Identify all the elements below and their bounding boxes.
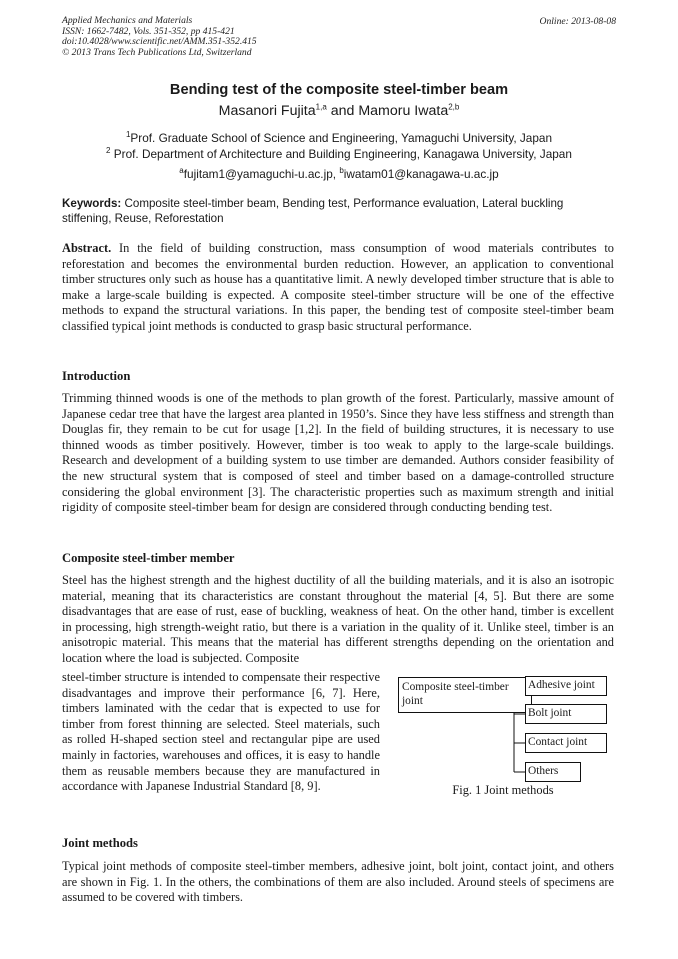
figure-caption: Fig. 1 Joint methods (452, 783, 554, 797)
email-b: iwatam01@kanagawa-u.ac.jp (343, 167, 499, 181)
composite-member-text-continued: steel-timber structure is intended to compensate their respective disadvantages and improve their performance [6, 7]. Here, timbers laminated with the cedar that is expected to use for timber from forest thinning are selected. Steel materials, such as rolled H-shaped section steel and rectangular pipe are used mainly in factories, warehouses and offices, it is easy to handle them as reusable members because they are manufactured in accordance with Japanese Industrial Standard [8, 9]. (62, 670, 380, 794)
email-b-sup: b (339, 166, 344, 176)
abstract (62, 241, 614, 335)
figure-box-adhesive: Adhesive joint (525, 676, 607, 696)
introduction-heading: Introduction (62, 369, 131, 383)
keywords-label: Keywords: (62, 197, 122, 210)
journal-header (62, 16, 257, 58)
author-line (0, 103, 678, 119)
composite-member-heading: Composite steel-timber member (62, 551, 235, 565)
doi-line: doi:10.4028/www.scientific.net/AMM.351-352.415 (62, 36, 257, 48)
online-date: Online: 2013-08-08 (539, 16, 616, 27)
author-2: Mamoru Iwata (358, 103, 449, 119)
figure-box-others: Others (525, 762, 581, 782)
paper-title: Bending test of the composite steel-timber beam (169, 82, 509, 98)
author-2-sup: 2,b (448, 102, 460, 112)
abstract-text: In the field of building construction, mass consumption of wood materials contributes to reforestation and becomes the environmental burden reduction. However, an application to conventional timber structures only such as house has a quantitative limit. A newly developed timber structure that is able to make a large-scale building is expected. A composite steel-timber structure will be one of the effective methods to expand the structural variations. In this paper, the bending test of composite steel-timber beam classified typical joint methods is conducted to grasp basic structural performance. (62, 241, 614, 333)
figure-box-contact: Contact joint (525, 733, 607, 753)
affiliation-2-num: 2 (106, 146, 111, 156)
affiliation-1-text: Prof. Graduate School of Science and Engineering, Yamaguchi University, Japan (130, 131, 553, 145)
joint-methods-text: Typical joint methods of composite steel-timber members, adhesive joint, bolt joint, contact joint, and others are shown in Fig. 1. In the others, the combinations of them are also included. Around steels of specimens are assumed to be covered with timbers. (62, 859, 614, 905)
email-a-sup: a (179, 166, 184, 176)
author-1-sup: 1,a (315, 102, 327, 112)
keywords (62, 196, 614, 226)
issn-line: ISSN: 1662-7482, Vols. 351-352, pp 415-421 (62, 25, 235, 37)
copyright-line: © 2013 Trans Tech Publications Ltd, Switzerland (62, 46, 252, 58)
journal-name: Applied Mechanics and Materials (62, 15, 193, 26)
joint-methods-heading: Joint methods (62, 836, 138, 850)
figure-box-bolt: Bolt joint (525, 704, 607, 724)
author-1: Masanori Fujita (218, 103, 316, 119)
introduction-text: Trimming thinned woods is one of the methods to plan growth of the forest. Particularly, massive amount of Japanese cedar tree that have the largest area planted in 1950’s. Since they have less stiffness and strength than Douglas fir, they remain to be cut for usage [1,2]. In the field of building structures, it is necessary to use thinned woods as timber positively. However, timber is too weak to apply to the large-scale buildings. Research and development of a building system to use timber are demanded. Authors consider feasibility of the new structural system that is composed of steel and timber based on a damage-controlled structure considering the global environment [3]. The characteristic properties such as maximum strength and initial rigidity of composite steel-timber beam for design are considered through conducting bending test. (62, 391, 614, 515)
composite-member-text: Steel has the highest strength and the highest ductility of all the building materials, and it is also an isotropic material, meaning that its characteristics are constant throughout the material [4, 5]. But there are some disadvantages that are ease of rust, ease of buckling, weakness of heat. On the other hand, timber is excellent in processing, high strength-weight ratio, but there is a variation in the quality of it. Unlike steel, timber is an anisotropic material. This means that the material has different strengths depending on the orientation and location where the load is subjected. Composite (62, 573, 614, 665)
affiliation-1 (0, 131, 678, 145)
email-line (0, 167, 678, 181)
affiliation-1-num: 1 (125, 130, 131, 140)
affiliation-2-text: Prof. Department of Architecture and Building Engineering, Kanagawa University, Japan (110, 147, 572, 161)
figure-main-box: Composite steel-timber joint (398, 677, 532, 713)
email-a: fujitam1@yamaguchi-u.ac.jp, (183, 167, 340, 181)
affiliation-2 (0, 147, 678, 161)
abstract-label: Abstract. (62, 241, 112, 255)
keywords-text: Composite steel-timber beam, Bending test, Performance evaluation, Lateral buckling stiffening, Reuse, Reforestation (62, 197, 564, 225)
author-conjunction: and (326, 103, 359, 119)
